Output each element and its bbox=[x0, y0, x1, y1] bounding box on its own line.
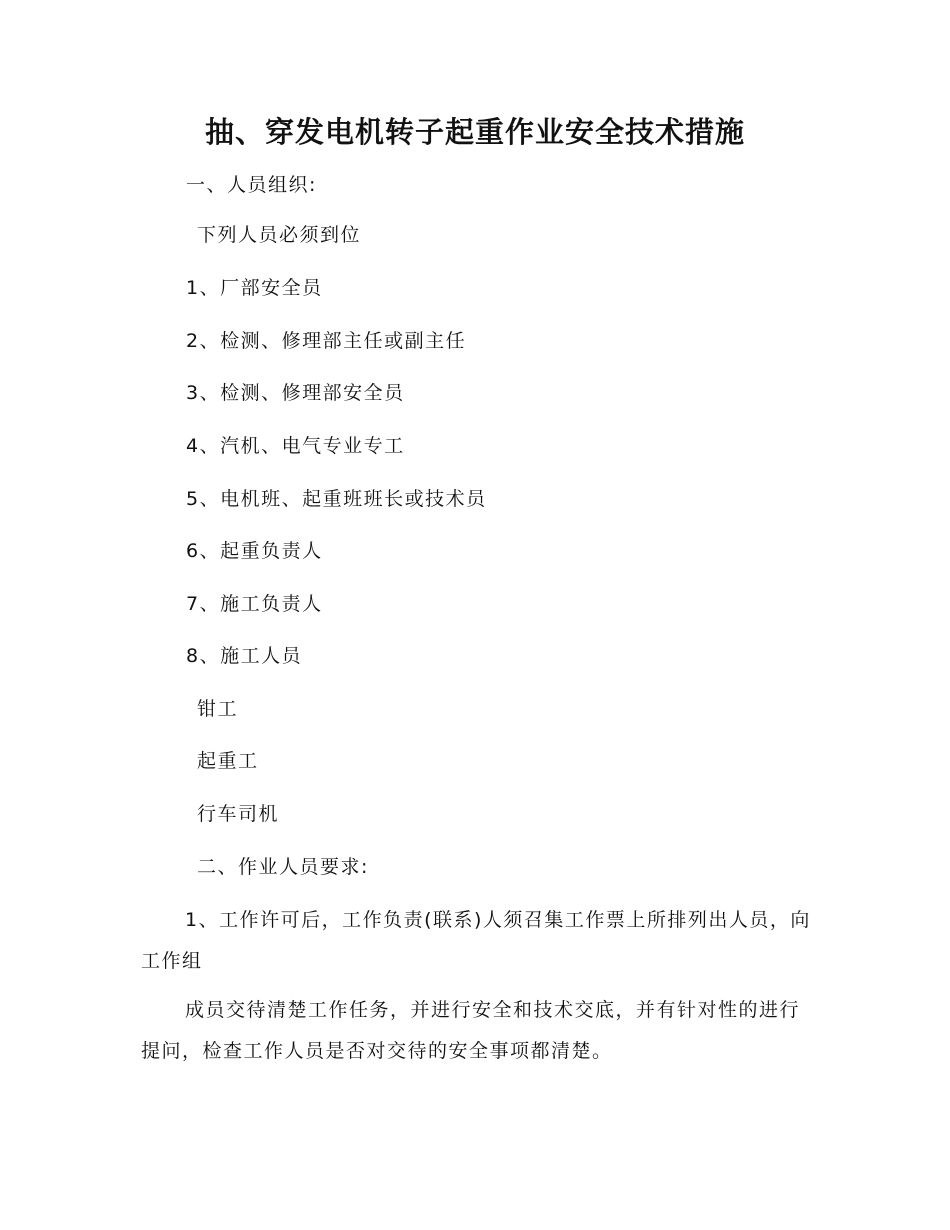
document-title: 抽、穿发电机转子起重作业安全技术措施 bbox=[204, 115, 745, 149]
body-paragraph: 1、工作许可后，工作负责(联系)人须召集工作票上所排列出人员，向工作组 bbox=[141, 909, 811, 972]
role-item: 7、施工负责人 bbox=[186, 593, 323, 615]
role-item: 6、起重负责人 bbox=[186, 540, 323, 562]
role-item: 8、施工人员 bbox=[186, 645, 303, 667]
body-paragraph: 成员交待清楚工作任务，并进行安全和技术交底，并有针对性的进行提问，检查工作人员是否对交待的安全事项都清楚。 bbox=[141, 999, 801, 1062]
worker-item: 行车司机 bbox=[197, 803, 280, 825]
role-item: 3、检测、修理部安全员 bbox=[186, 382, 405, 404]
intro-line: 下列人员必须到位 bbox=[197, 224, 362, 246]
worker-item: 起重工 bbox=[197, 750, 259, 772]
role-item: 1、厂部安全员 bbox=[186, 277, 323, 299]
section-heading-personnel: 一、人员组织: bbox=[186, 174, 317, 196]
role-item: 2、检测、修理部主任或副主任 bbox=[186, 330, 467, 352]
role-item: 5、电机班、起重班班长或技术员 bbox=[186, 488, 487, 510]
worker-item: 钳工 bbox=[197, 698, 239, 720]
role-item: 4、汽机、电气专业专工 bbox=[186, 435, 405, 457]
section-heading-requirements: 二、作业人员要求: bbox=[197, 856, 369, 878]
